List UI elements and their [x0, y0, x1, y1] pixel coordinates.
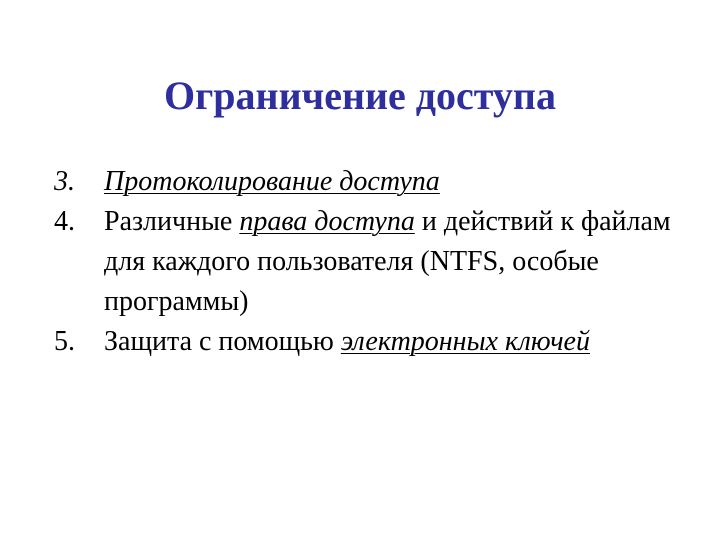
list-item-text-before: Различные	[104, 206, 240, 237]
bullet-list	[54, 162, 684, 362]
list-item-number: 5.	[54, 326, 75, 357]
slide-title: Ограничение доступа	[164, 73, 556, 118]
list-item-3	[54, 162, 684, 202]
list-item-4	[54, 202, 684, 322]
access-logging-link[interactable]: Протоколирование доступа	[104, 166, 440, 197]
list-item-number: 3.	[54, 166, 75, 197]
electronic-keys-link[interactable]: электронных ключей	[340, 326, 590, 357]
list-item-5	[54, 322, 684, 362]
list-item-text-after: и действий к файлам для каждого пользователя (NTFS, особые программы)	[104, 206, 671, 317]
list-item-text	[104, 162, 684, 202]
list-item-text	[104, 202, 684, 322]
list-item-number: 4.	[54, 206, 75, 237]
list-item-text	[104, 322, 684, 362]
access-rights-link[interactable]: права доступа	[239, 206, 415, 237]
list-item-text-before: Защита с помощью	[104, 326, 341, 357]
